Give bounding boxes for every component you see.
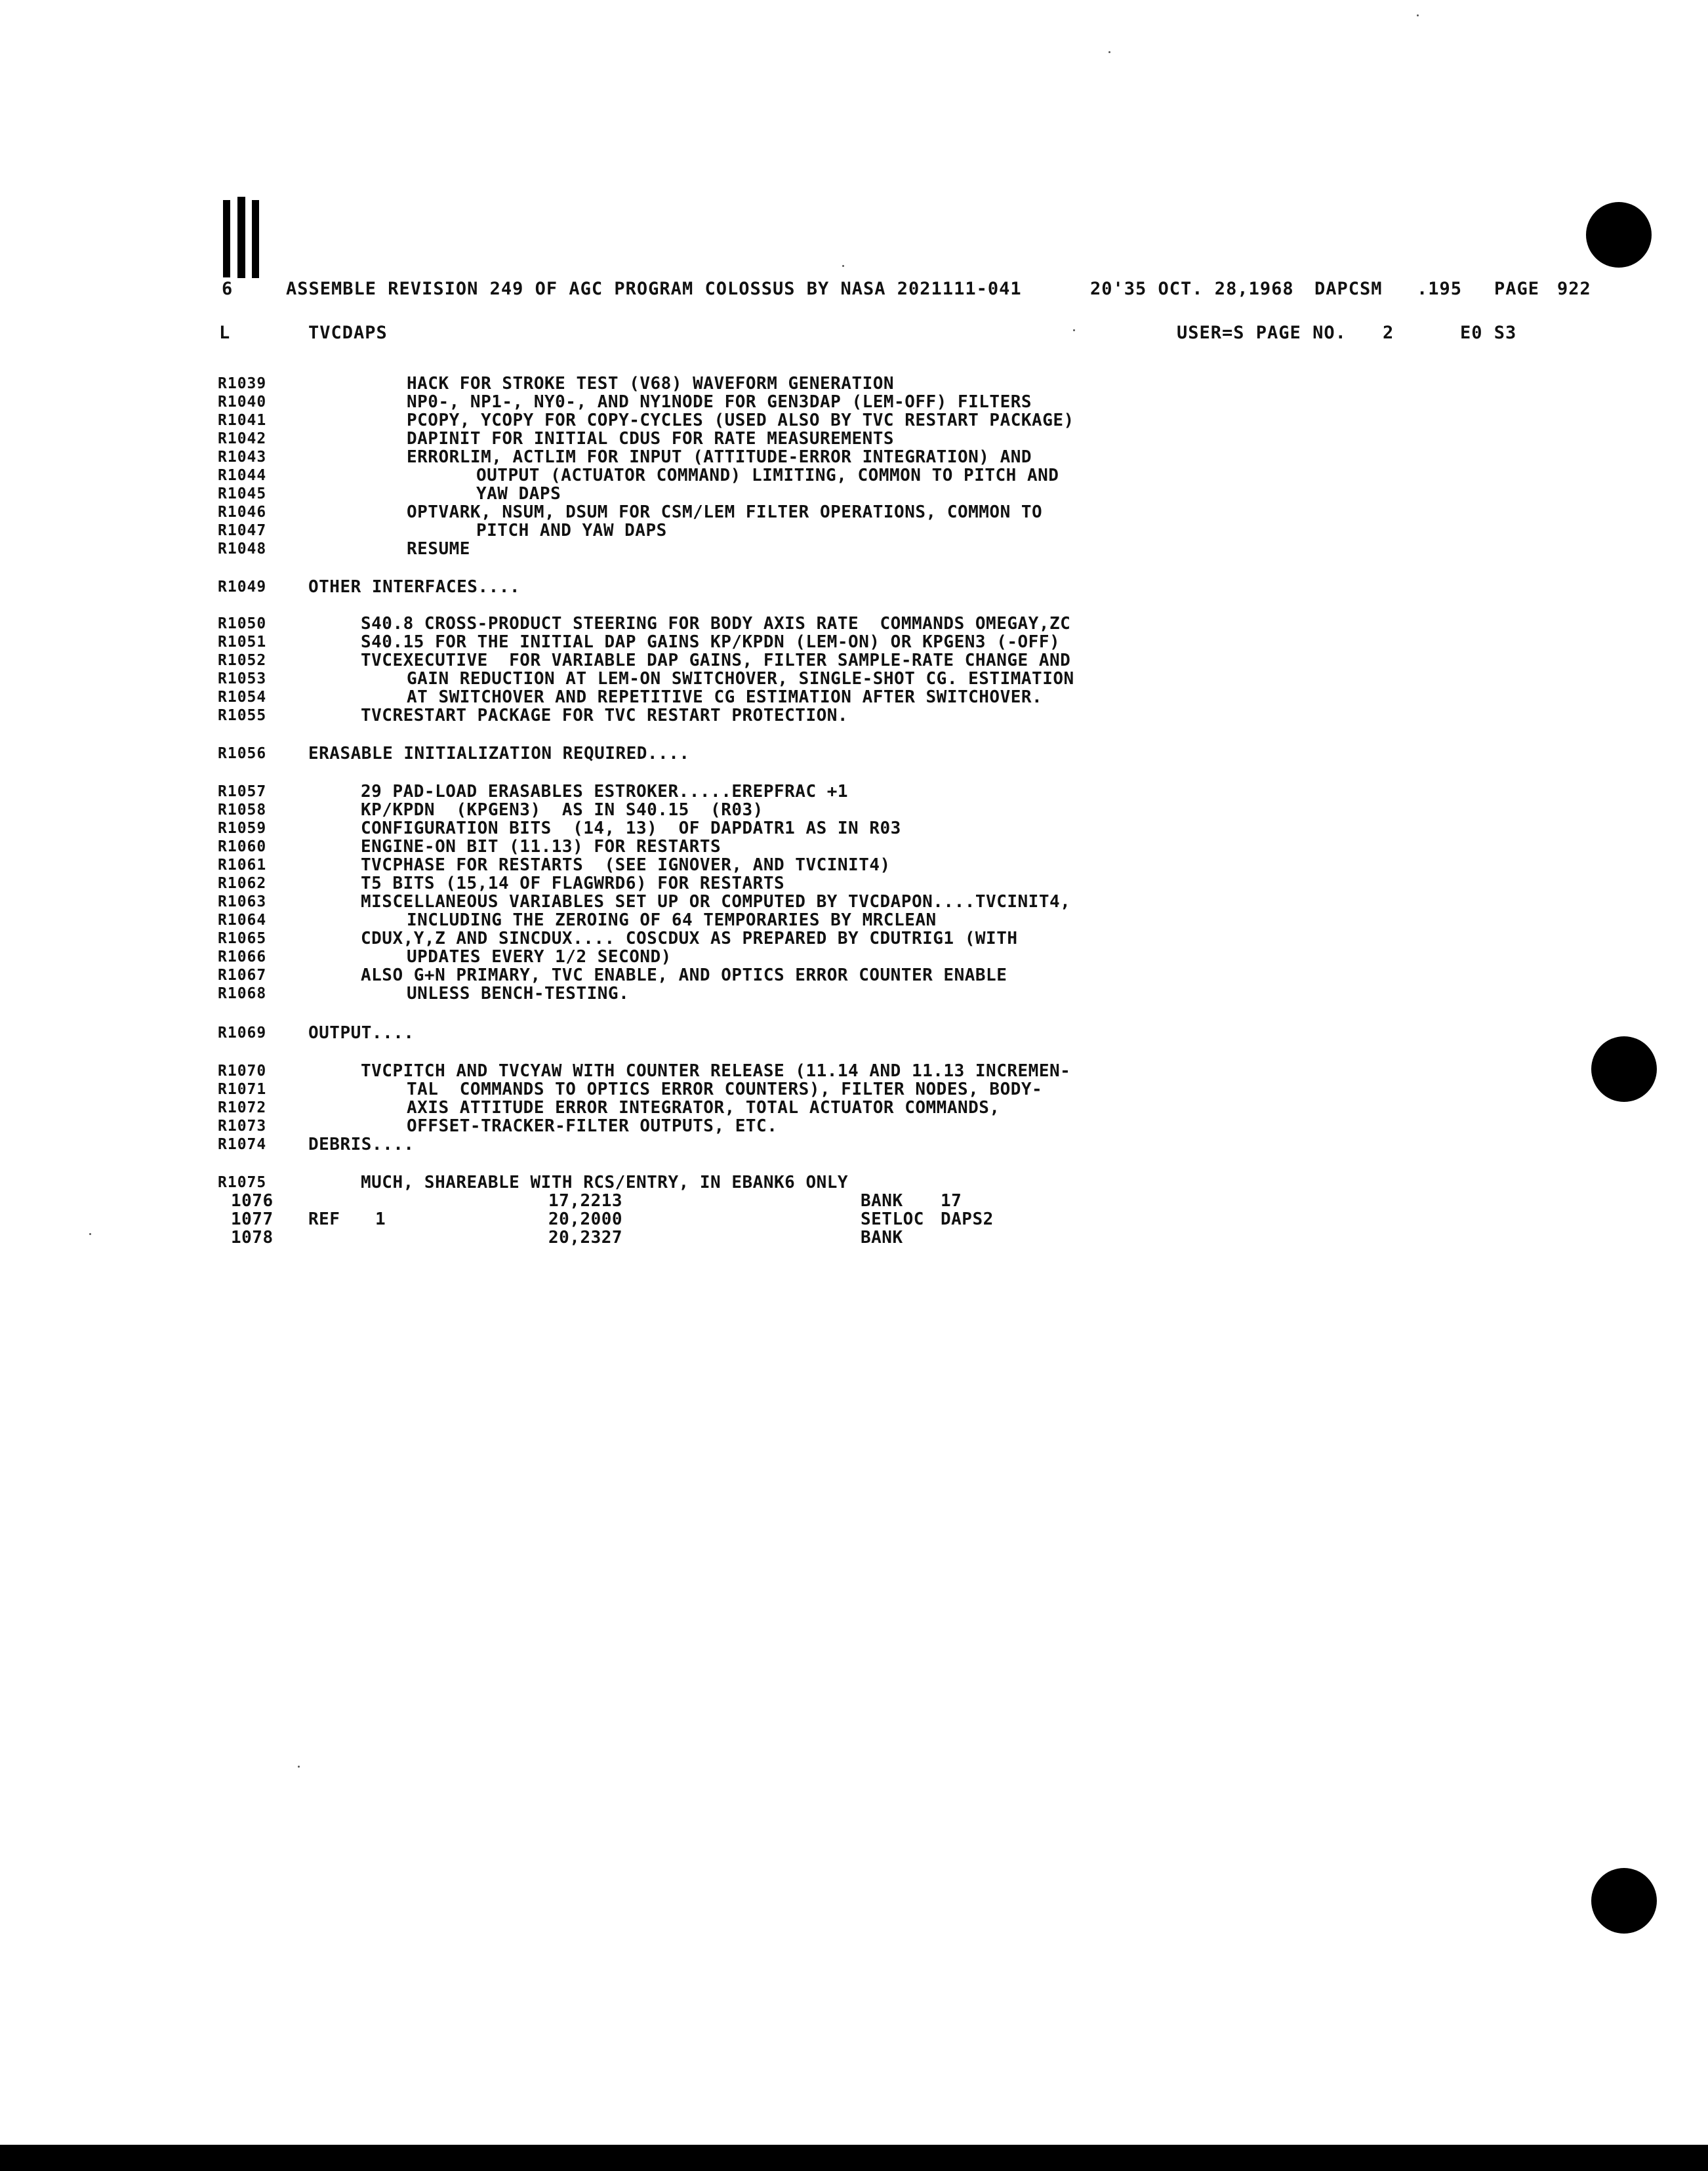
listing-text: OUTPUT (ACTUATOR COMMAND) LIMITING, COMMON TO PITCH AND	[476, 466, 1059, 485]
listing-text: PITCH AND YAW DAPS	[476, 521, 667, 540]
speck	[1073, 329, 1075, 331]
listing-text: OUTPUT....	[308, 1023, 415, 1043]
listing-text: S40.15 FOR THE INITIAL DAP GAINS KP/KPDN (LEM-ON) OR KPGEN3 (-OFF)	[361, 632, 1061, 652]
listing-text: CONFIGURATION BITS (14, 13) OF DAPDATR1 AS IN R03	[361, 819, 901, 838]
listing-text: PCOPY, YCOPY FOR COPY-CYCLES (USED ALSO BY TVC RESTART PACKAGE)	[407, 411, 1074, 430]
line-number: R1063	[218, 893, 267, 910]
listing-text: NP0-, NP1-, NY0-, AND NY1NODE FOR GEN3DAP (LEM-OFF) FILTERS	[407, 392, 1032, 412]
code-opcode: BANK	[861, 1191, 903, 1211]
listing-text: AT SWITCHOVER AND REPETITIVE CG ESTIMATION AFTER SWITCHOVER.	[407, 687, 1043, 707]
page-number: 922	[1557, 279, 1591, 299]
line-number: R1042	[218, 430, 267, 447]
line-number: R1057	[218, 783, 267, 800]
listing-text: UPDATES EVERY 1/2 SECOND)	[407, 947, 672, 967]
listing-text: AXIS ATTITUDE ERROR INTEGRATOR, TOTAL ACTUATOR COMMANDS,	[407, 1098, 1000, 1118]
page-label: PAGE	[1494, 279, 1540, 299]
line-number: R1050	[218, 615, 267, 632]
user-page-number: 2	[1383, 323, 1394, 343]
speck	[842, 265, 844, 267]
listing-text: GAIN REDUCTION AT LEM-ON SWITCHOVER, SINGLE-SHOT CG. ESTIMATION	[407, 669, 1074, 689]
punch-hole	[1586, 202, 1652, 268]
line-number: R1043	[218, 449, 267, 466]
timestamp: 20'35 OCT. 28,1968	[1090, 279, 1294, 299]
code-operand: 1	[375, 1209, 386, 1229]
listing-text: OPTVARK, NSUM, DSUM FOR CSM/LEM FILTER OPERATIONS, COMMON TO	[407, 502, 1043, 522]
listing-text: HACK FOR STROKE TEST (V68) WAVEFORM GENERATION	[407, 374, 895, 394]
line-number: R1061	[218, 857, 267, 874]
listing-text: TAL COMMANDS TO OPTICS ERROR COUNTERS), FILTER NODES, BODY-	[407, 1080, 1043, 1099]
eo-code: E0 S3	[1460, 323, 1517, 343]
listing-text: S40.8 CROSS-PRODUCT STEERING FOR BODY AXIS RATE COMMANDS OMEGAY,ZC	[361, 614, 1071, 634]
punch-hole	[1591, 1036, 1657, 1102]
line-number: R1075	[218, 1174, 267, 1191]
line-number: R1041	[218, 412, 267, 429]
speck	[1417, 14, 1419, 16]
line-number: R1072	[218, 1099, 267, 1116]
line-number: R1070	[218, 1063, 267, 1080]
listing-text: ENGINE-ON BIT (11.13) FOR RESTARTS	[361, 837, 722, 857]
punch-hole	[1591, 1868, 1657, 1934]
listing-text: ERRORLIM, ACTLIM FOR INPUT (ATTITUDE-ERROR INTEGRATION) AND	[407, 447, 1032, 467]
listing-text: OTHER INTERFACES....	[308, 577, 521, 597]
line-number: R1073	[218, 1118, 267, 1135]
listing-text: TVCRESTART PACKAGE FOR TVC RESTART PROTECTION.	[361, 706, 849, 725]
line-number: R1059	[218, 820, 267, 837]
margin-bar	[252, 200, 259, 278]
listing-text: OFFSET-TRACKER-FILTER OUTPUTS, ETC.	[407, 1116, 778, 1136]
line-number: R1064	[218, 912, 267, 929]
line-number: R1051	[218, 634, 267, 651]
line-number: R1053	[218, 670, 267, 687]
margin-bar	[237, 197, 245, 278]
listing-text: TVCPITCH AND TVCYAW WITH COUNTER RELEASE (11.14 AND 11.13 INCREMEN-	[361, 1061, 1071, 1081]
code-address: 20,2000	[548, 1209, 623, 1229]
line-number: R1068	[218, 985, 267, 1002]
listing-text: DAPINIT FOR INITIAL CDUS FOR RATE MEASUREMENTS	[407, 429, 895, 449]
file-number: .195	[1417, 279, 1463, 299]
listing-text: YAW DAPS	[476, 484, 561, 504]
header-mark: 6	[222, 279, 234, 299]
line-number: R1067	[218, 967, 267, 984]
line-number: R1052	[218, 652, 267, 669]
line-number: R1058	[218, 801, 267, 819]
code-line-number: 1077	[231, 1209, 274, 1229]
margin-bar	[223, 200, 230, 277]
line-number: R1049	[218, 578, 267, 596]
line-number: R1069	[218, 1025, 267, 1042]
line-number: R1044	[218, 467, 267, 484]
line-number: R1039	[218, 375, 267, 392]
line-number: R1056	[218, 745, 267, 762]
code-opcode: BANK	[861, 1228, 903, 1248]
listing-text: MUCH, SHAREABLE WITH RCS/ENTRY, IN EBANK6 ONLY	[361, 1173, 849, 1192]
code-opcode: SETLOC	[861, 1209, 924, 1229]
code-address: 20,2327	[548, 1228, 623, 1248]
user-page: USER=S PAGE NO.	[1177, 323, 1347, 343]
line-number: R1045	[218, 485, 267, 502]
speck	[89, 1233, 91, 1235]
line-number: R1054	[218, 689, 267, 706]
listing-text: MISCELLANEOUS VARIABLES SET UP OR COMPUTED BY TVCDAPON....TVCINIT4,	[361, 892, 1071, 912]
line-number: R1046	[218, 504, 267, 521]
line-number: R1074	[218, 1136, 267, 1153]
listing-text: KP/KPDN (KPGEN3) AS IN S40.15 (R03)	[361, 800, 763, 820]
code-argument: 17	[941, 1191, 962, 1211]
speck	[1108, 51, 1110, 53]
line-number: R1062	[218, 875, 267, 892]
listing-text: ERASABLE INITIALIZATION REQUIRED....	[308, 744, 690, 763]
line-number: R1060	[218, 838, 267, 855]
column-l: L	[219, 323, 231, 343]
line-number: R1066	[218, 948, 267, 965]
listing-text: CDUX,Y,Z AND SINCDUX.... COSCDUX AS PREPARED BY CDUTRIG1 (WITH	[361, 929, 1018, 948]
code-label: REF	[308, 1209, 340, 1229]
line-number: R1040	[218, 394, 267, 411]
listing-text: T5 BITS (15,14 OF FLAGWRD6) FOR RESTARTS	[361, 874, 785, 893]
code-address: 17,2213	[548, 1191, 623, 1211]
listing-text: UNLESS BENCH-TESTING.	[407, 984, 630, 1004]
speck	[298, 1766, 300, 1768]
line-number: R1071	[218, 1081, 267, 1098]
listing-text: ALSO G+N PRIMARY, TVC ENABLE, AND OPTICS ERROR COUNTER ENABLE	[361, 965, 1007, 985]
module-name: TVCDAPS	[308, 323, 388, 343]
listing-text: 29 PAD-LOAD ERASABLES ESTROKER.....EREPFRAC +1	[361, 782, 849, 801]
assemble-line: ASSEMBLE REVISION 249 OF AGC PROGRAM COLOSSUS BY NASA 2021111-041	[286, 279, 1022, 299]
listing-text: RESUME	[407, 539, 470, 559]
line-number: R1065	[218, 930, 267, 947]
line-number: R1047	[218, 522, 267, 539]
listing-text: TVCEXECUTIVE FOR VARIABLE DAP GAINS, FILTER SAMPLE-RATE CHANGE AND	[361, 651, 1071, 670]
line-number: R1055	[218, 707, 267, 724]
listing-text: TVCPHASE FOR RESTARTS (SEE IGNOVER, AND TVCINIT4)	[361, 855, 891, 875]
listing-text: INCLUDING THE ZEROING OF 64 TEMPORARIES BY MRCLEAN	[407, 910, 937, 930]
line-number: R1048	[218, 540, 267, 558]
code-argument: DAPS2	[941, 1209, 994, 1229]
code-line-number: 1076	[231, 1191, 274, 1211]
file-name: DAPCSM	[1314, 279, 1383, 299]
code-line-number: 1078	[231, 1228, 274, 1248]
listing-text: DEBRIS....	[308, 1135, 415, 1154]
